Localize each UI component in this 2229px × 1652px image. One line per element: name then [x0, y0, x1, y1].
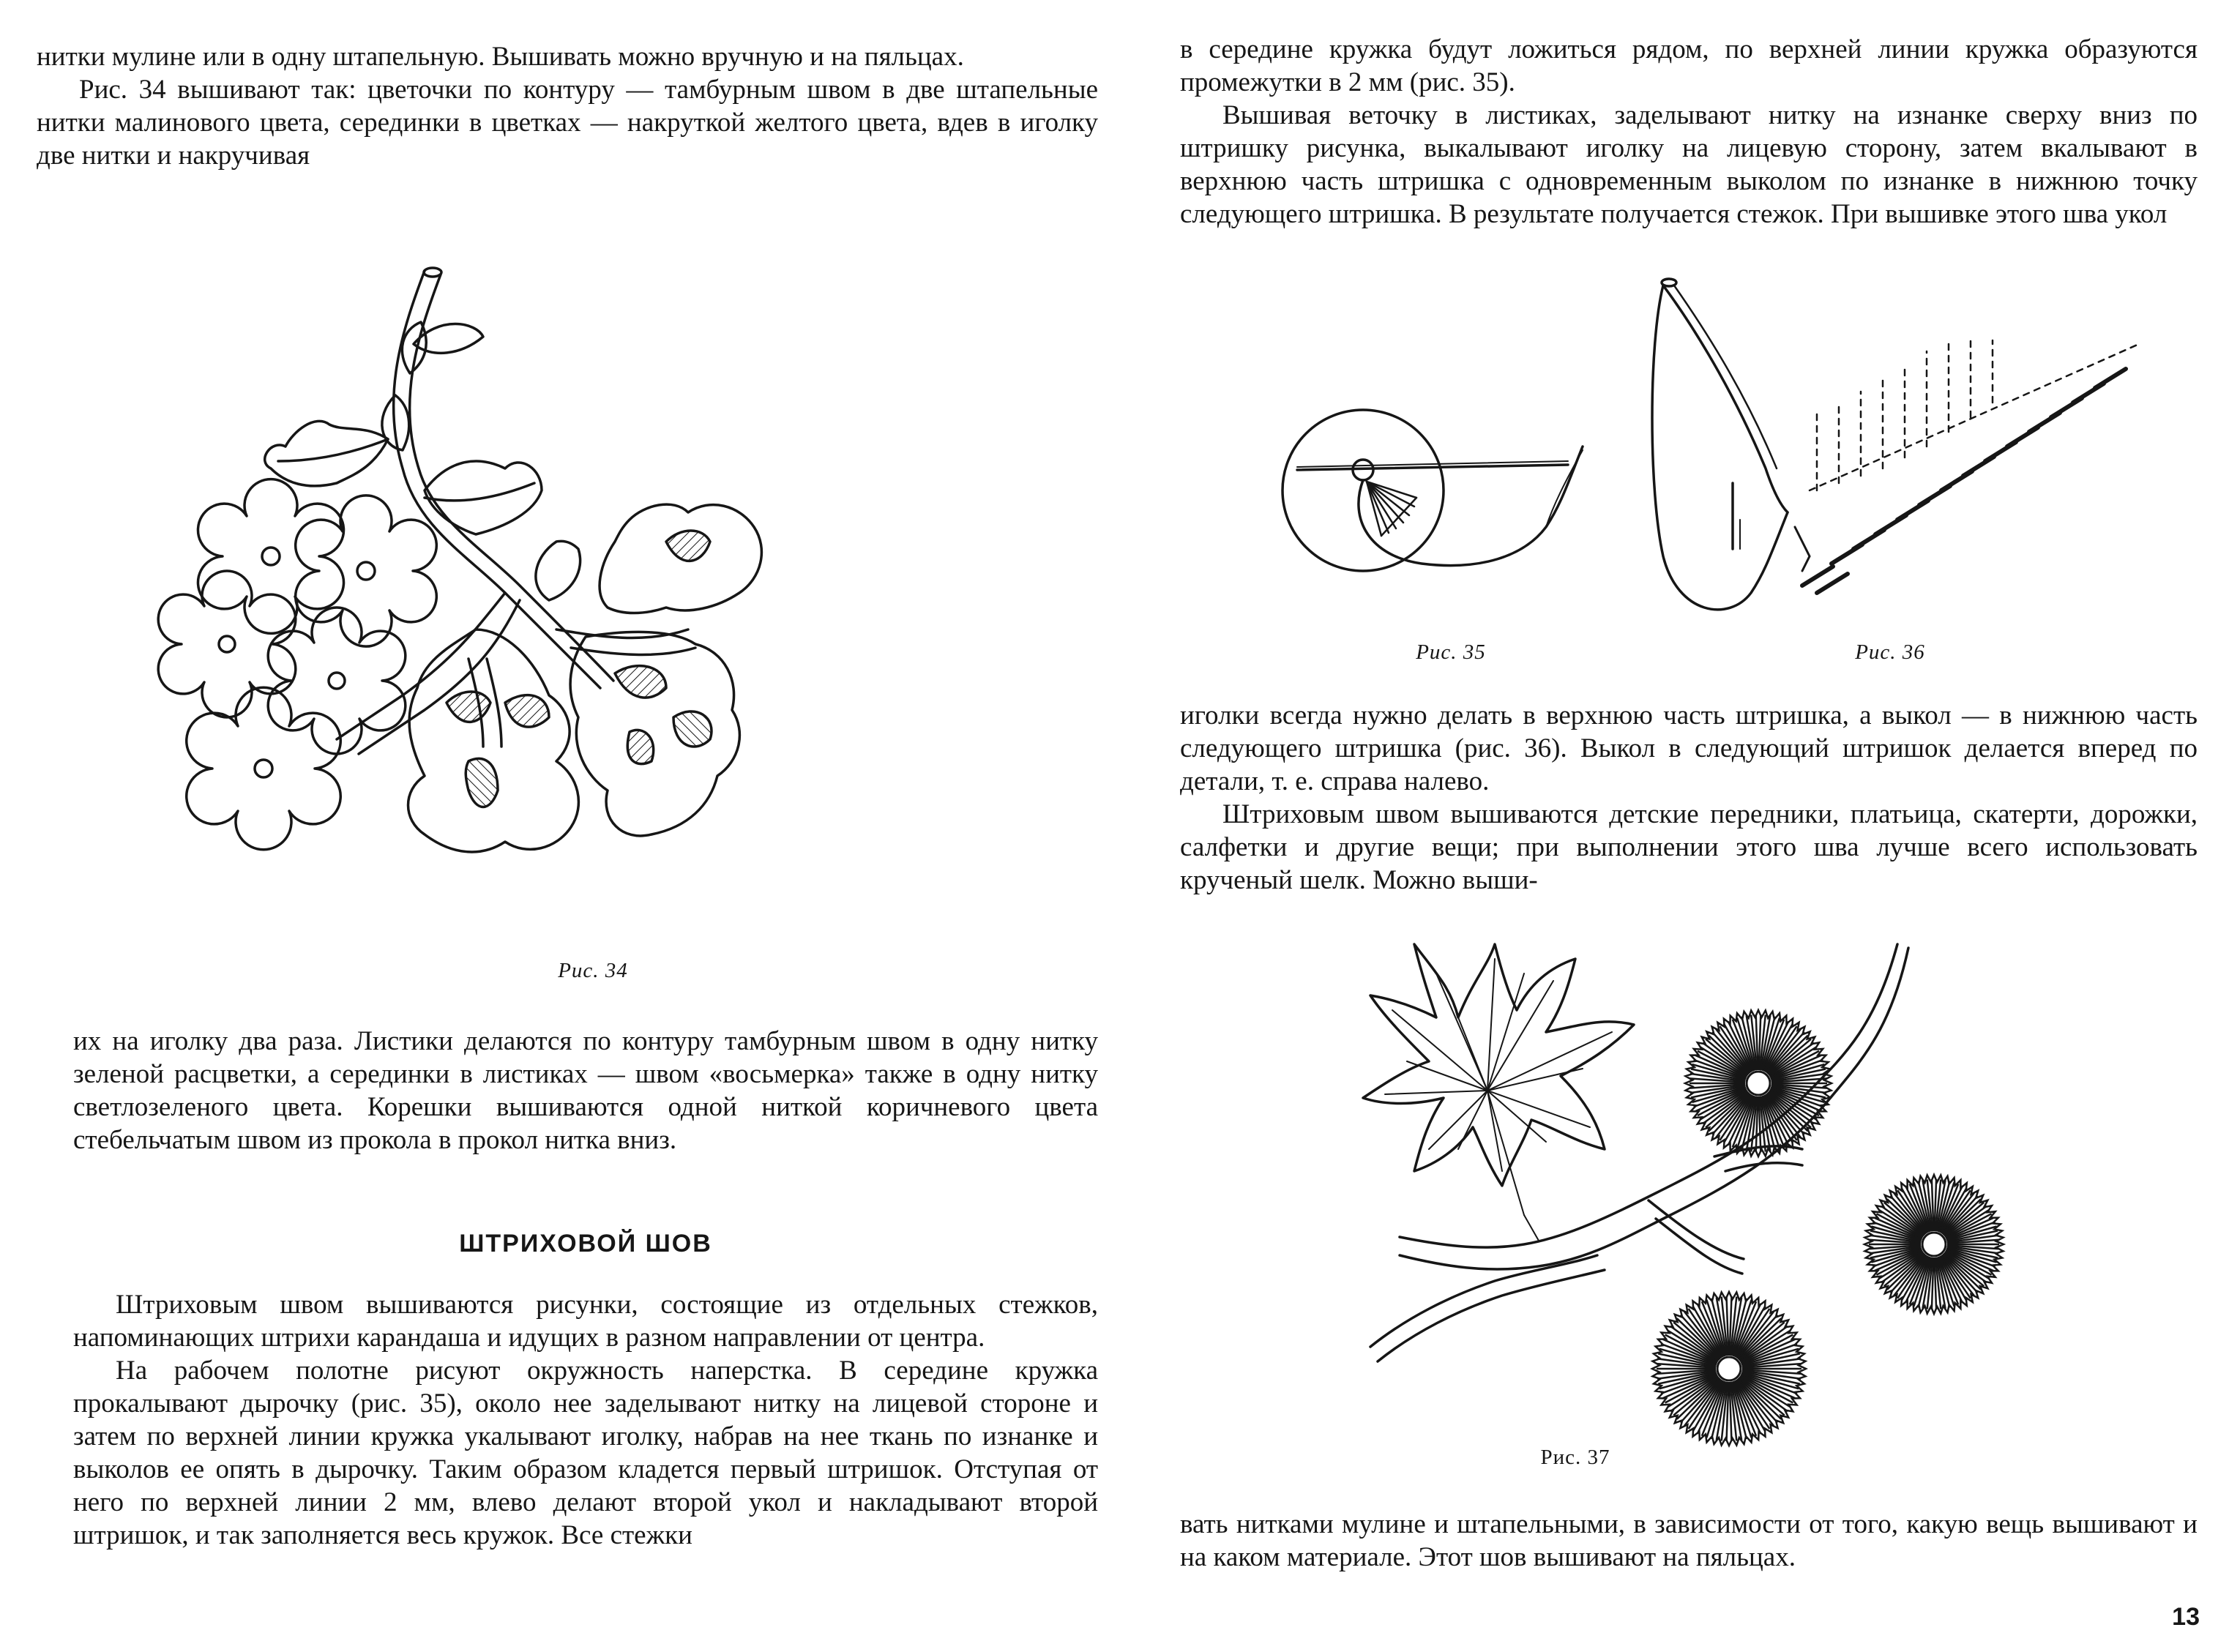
figure-36-diagonal-stitch: [1641, 271, 2154, 651]
figure-37-caption: Рис. 37: [1540, 1446, 1610, 1469]
right-text-middle: [1180, 699, 2198, 897]
radial-flower-center: [1717, 1357, 1741, 1380]
radial-flower: [1652, 1292, 1806, 1446]
figure-34-caption: Рис. 34: [558, 959, 628, 982]
left-paragraph-5: На рабочем полотне рисуют окружность наперстка. В середине кружка прокалывают дырочку (рис. 35), около нее заделывают нитку на лицевой стороне и затем по верхней линии кружка укалывают иголку, набрав на нее ткань по изнанке и выколов ее опять в дырочку. Таким образом кладется первый штришок. Отступая от него по верхней линии 2 мм, влево делают второй укол и накладывают второй штришок, и так заполняется весь кружок. Все стежки: [73, 1356, 1098, 1550]
left-paragraph-1: нитки мулине или в одну штапельную. Вышивать можно вручную и на пяльцах.: [37, 42, 964, 72]
right-text-bottom: [1180, 1508, 2198, 1574]
left-text-bottom: [73, 1288, 1098, 1552]
left-page: [0, 0, 1114, 1652]
right-page: [1114, 0, 2229, 1652]
radial-flower-center: [1747, 1072, 1770, 1095]
left-paragraph-3: их на иголку два раза. Листики делаются по контуру тамбурным швом в одну нитку зеленой расцветки, а серединки в листиках — швом «восьмерка» также в одну нитку светлозеленого цвета. Корешки вышиваются одной ниткой коричневого цвета стебельчатым швом из прокола в прокол нитка вниз.: [73, 1026, 1098, 1155]
left-paragraph-4: Штриховым швом вышиваются рисунки, состоящие из отдельных стежков, напоминающих штрихи карандаша и идущих в разном направлении от центра.: [73, 1290, 1098, 1353]
right-paragraph-2: Вышивая веточку в листиках, заделывают нитку на изнанке сверху вниз по штришку рисунка, выкалывают иголку на лицевую сторону, затем вкалывают в верхнюю часть штришка с одновременным выколом по изнанке в нижнюю точку следующего штришка. В результате получается стежок. При вышивке этого шва укол: [1180, 100, 2198, 229]
right-text-top: [1180, 33, 2198, 231]
right-paragraph-1: в середине кружка будут ложиться рядом, по верхней линии кружка образуются промежутки в 2 мм (рис. 35).: [1180, 34, 2198, 97]
maple-leaf-left: [408, 629, 579, 852]
maple-leaf-top-right: [536, 504, 762, 613]
section-heading: ШТРИХОВОЙ ШОВ: [459, 1230, 712, 1257]
figure-35-caption: Рис. 35: [1416, 640, 1486, 664]
page-number: 13: [2172, 1603, 2200, 1631]
right-paragraph-4: Штриховым швом вышиваются детские передники, платьица, скатерти, дорожки, салфетки и другие вещи; при выполнении этого шва лучше всего использовать крученый шелк. Можно выши-: [1180, 799, 2198, 895]
figure-34-flower-branch: [161, 249, 791, 952]
radial-flower-center: [1922, 1233, 1946, 1256]
flower-shapes: [158, 479, 436, 850]
left-paragraph-2: Рис. 34 вышивают так: цветочки по контуру — тамбурным швом в две штапельные нитки малинового цвета, серединки в цветках — накруткой желтого цвета, вдев в иголку две нитки и накручивая: [37, 75, 1098, 171]
radial-flower: [1864, 1175, 2004, 1314]
left-text-top: [37, 40, 1098, 172]
figure-36-caption: Рис. 36: [1855, 640, 1925, 664]
right-paragraph-3: иголки всегда нужно делать в верхнюю часть штришка, а выкол — в нижнюю часть следующего штришка (рис. 36). Выкол в следующий штришок делается вперед по детали, т. е. справа налево.: [1180, 700, 2198, 796]
figure-35-circle-stitch: [1261, 395, 1627, 615]
right-paragraph-5: вать нитками мулине и штапельными, в зависимости от того, какую вещь вышивают и на каком материале. Этот шов вышивают на пяльцах.: [1180, 1509, 2198, 1572]
figure-37-radial-flowers: [1304, 908, 2110, 1464]
radial-flower: [1685, 1010, 1832, 1156]
left-text-middle: [73, 1025, 1098, 1156]
